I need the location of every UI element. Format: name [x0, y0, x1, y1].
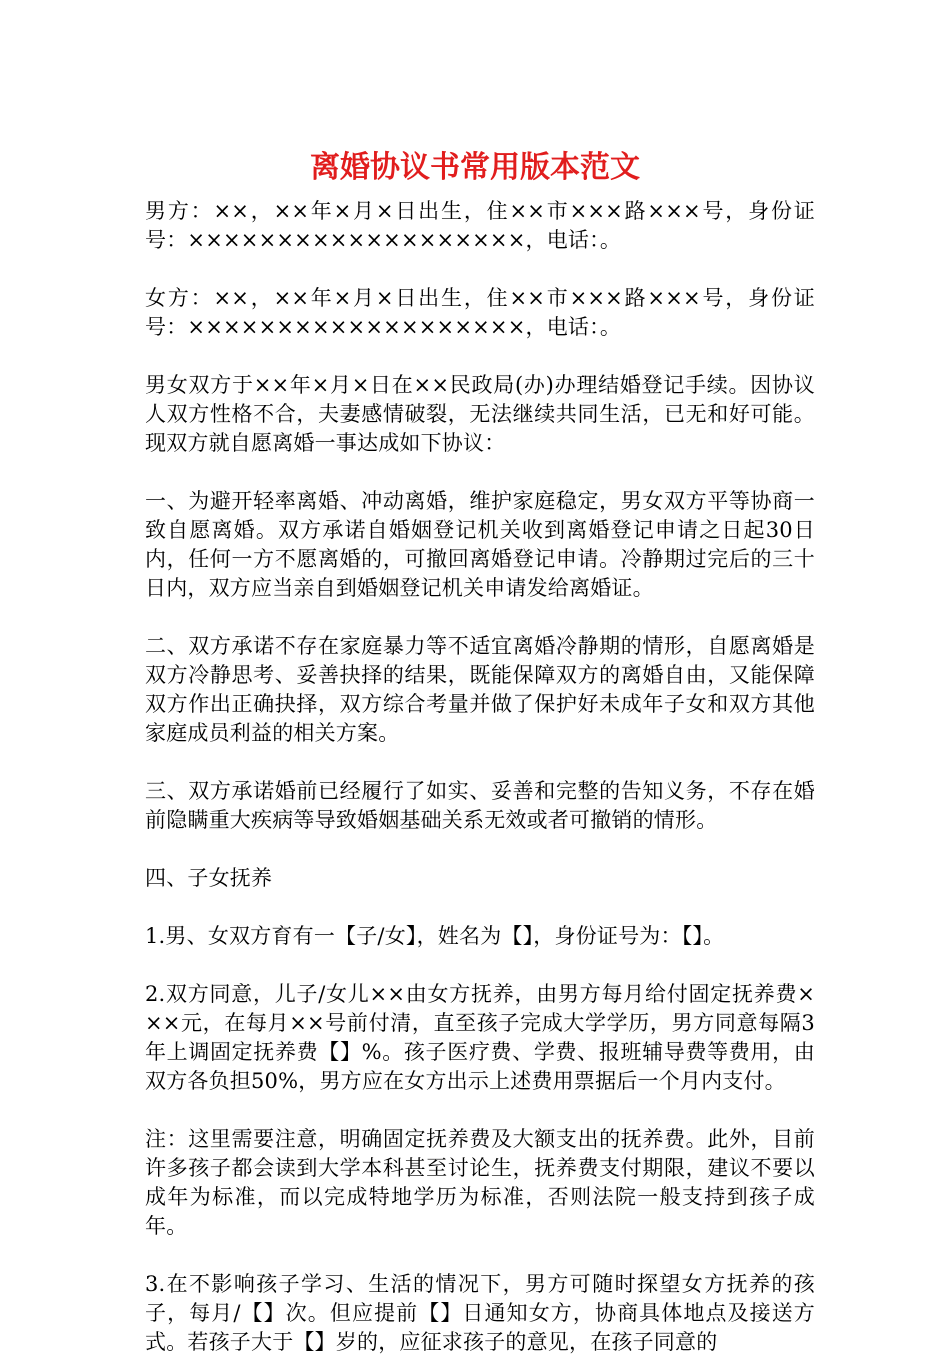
paragraph-clause-3: 三、双方承诺婚前已经履行了如实、妥善和完整的告知义务，不存在婚前隐瞒重大疾病等导致婚姻基础关系无效或者可撤销的情形。 [145, 779, 815, 832]
paragraph-husband-info: 男方：××，××年×月×日出生，住××市×××路×××号，身份证号：×××××××××××××××××××，电话：。 [145, 199, 815, 252]
paragraph-clause-1: 一、为避开轻率离婚、冲动离婚，维护家庭稳定，男女双方平等协商一致自愿离婚。双方承诺自婚姻登记机关收到离婚登记申请之日起30日内，任何一方不愿离婚的，可撤回离婚登记申请。冷静期过完后的三十日内，双方应当亲自到婚姻登记机关申请发给离婚证。 [145, 489, 815, 600]
document-body [145, 197, 815, 1357]
document-title: 离婚协议书常用版本范文 [310, 150, 640, 186]
paragraph-clause-2: 二、双方承诺不存在家庭暴力等不适宜离婚冷静期的情形，自愿离婚是双方冷静思考、妥善抉择的结果，既能保障双方的离婚自由，又能保障双方作出正确抉择，双方综合考量并做了保护好未成年子女和双方其他家庭成员利益的相关方案。 [145, 634, 815, 745]
paragraph-note: 注：这里需要注意，明确固定抚养费及大额支出的抚养费。此外，目前许多孩子都会读到大学本科甚至讨论生，抚养费支付期限，建议不要以成年为标准，而以完成特地学历为标准，否则法院一般支持到孩子成年。 [145, 1127, 815, 1238]
paragraph-custody-item-1: 1.男、女双方育有一【子/女】，姓名为【】，身份证号为：【】。 [145, 924, 725, 948]
paragraph-custody-item-2: 2.双方同意，儿子/女儿××由女方抚养，由男方每月给付固定抚养费×××元，在每月××号前付清，直至孩子完成大学学历，男方同意每隔3年上调固定抚养费【】%。孩子医疗费、学费、报班辅导费等费用，由双方各负担50%，男方应在女方出示上述费用票据后一个月内支付。 [145, 982, 815, 1093]
paragraph-wife-info: 女方：××，××年×月×日出生，住××市×××路×××号，身份证号：×××××××××××××××××××，电话：。 [145, 286, 815, 339]
paragraph-preamble: 男女双方于××年×月×日在××民政局(办)办理结婚登记手续。因协议人双方性格不合，夫妻感情破裂，无法继续共同生活，已无和好可能。现双方就自愿离婚一事达成如下协议： [145, 373, 815, 455]
paragraph-custody-item-3: 3.在不影响孩子学习、生活的情况下，男方可随时探望女方抚养的孩子，每月/【】次。但应提前【】日通知女方，协商具体地点及接送方式。若孩子大于【】岁的，应征求孩子的意见，在孩子同意的 [145, 1272, 815, 1354]
section-heading-child-custody: 四、子女抚养 [145, 866, 273, 890]
